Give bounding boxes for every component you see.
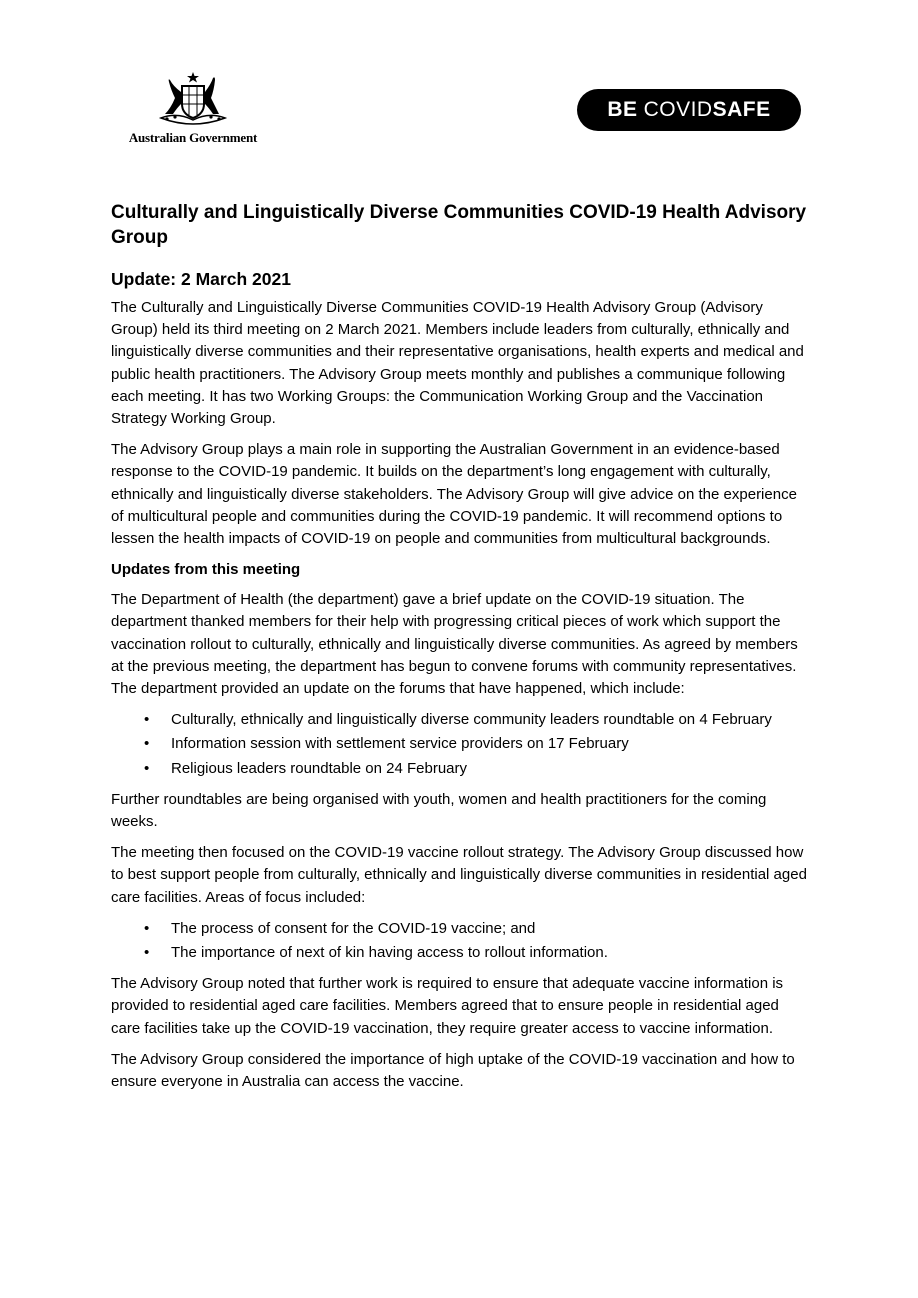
coat-of-arms-icon xyxy=(153,70,233,128)
badge-be-text: BE xyxy=(607,98,638,121)
badge-safe-text: SAFE xyxy=(712,98,771,121)
focus-areas-list xyxy=(111,918,811,964)
list-item: • Information session with settlement service providers on 17 February xyxy=(171,733,811,755)
forums-list xyxy=(111,709,811,780)
section-heading: Updates from this meeting xyxy=(111,561,301,579)
list-item: • The process of consent for the COVID-19 vaccine; and xyxy=(171,918,811,940)
paragraph-roundtables: Further roundtables are being organised with youth, women and health practitioners for the coming weeks. xyxy=(111,790,767,831)
badge-covid-text: COVID xyxy=(643,98,713,121)
paragraph-department-update: The Department of Health (the department) gave a brief update on the COVID-19 situation. The department thanked members for their help with progressing critical pieces of work which support the vaccination rollout to culturally, ethnically and linguistically diverse communities. As agreed by members at the previous meeting, the department has begun to convene forums with community representatives. The department provided an update on the forums that have happened, which include: xyxy=(111,591,798,698)
update-heading: Update: 2 March 2021 xyxy=(111,269,291,289)
australian-government-logo xyxy=(118,70,268,152)
document-title: Culturally and Linguistically Diverse Communities COVID-19 Health Advisory Group xyxy=(111,202,807,248)
document-body xyxy=(111,200,811,1102)
paragraph-intro: The Culturally and Linguistically Diverse Communities COVID-19 Health Advisory Group (Advisory Group) held its third meeting on 2 March 2021. Members include leaders from culturally, ethnically and linguistically diverse communities and their representative organisations, health experts and medical and public health practitioners. The Advisory Group meets monthly and publishes a communique following each meeting. It has two Working Groups: the Communication Working Group and the Vaccination Strategy Working Group. xyxy=(111,299,804,428)
list-item: • Religious leaders roundtable on 24 February xyxy=(171,758,811,780)
paragraph-uptake: The Advisory Group considered the importance of high uptake of the COVID-19 vaccination and how to ensure everyone in Australia can access the vaccine. xyxy=(111,1050,795,1091)
paragraph-aged-care: The Advisory Group noted that further work is required to ensure that adequate vaccine information is provided to residential aged care facilities. Members agreed that to ensure people in residential aged care facilities take up the COVID-19 vaccination, they require greater access to vaccine information. xyxy=(111,975,784,1037)
paragraph-vaccine-rollout: The meeting then focused on the COVID-19 vaccine rollout strategy. The Advisory Group discussed how to best support people from culturally, ethnically and linguistically diverse communities in residential aged care facilities. Areas of focus included: xyxy=(111,844,807,906)
paragraph-role: The Advisory Group plays a main role in supporting the Australian Government in an evidence-based response to the COVID-19 pandemic. It builds on the department’s long engagement with culturally, ethnically and linguistically diverse stakeholders. The Advisory Group will give advice on the experience of multicultural people and communities during the COVID-19 pandemic. It will recommend options to lessen the health impacts of COVID-19 on people and communities from multicultural backgrounds. xyxy=(111,441,797,548)
list-item: • The importance of next of kin having access to rollout information. xyxy=(171,942,811,964)
list-item: • Culturally, ethnically and linguistically diverse community leaders roundtable on 4 February xyxy=(171,709,811,731)
gov-logo-text: Australian Government xyxy=(128,130,258,145)
be-covidsafe-badge xyxy=(577,89,801,131)
